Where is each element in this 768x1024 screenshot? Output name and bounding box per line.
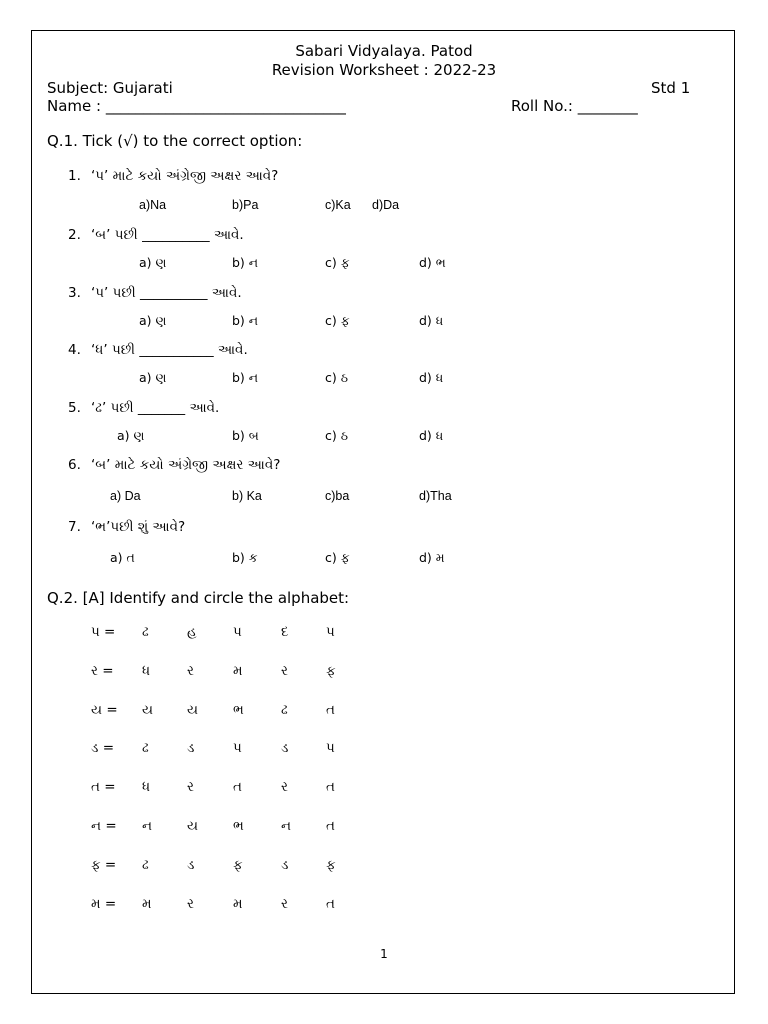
- letter-choice[interactable]: પ: [233, 624, 242, 640]
- letter-choice[interactable]: ન: [142, 818, 153, 834]
- letter-choice[interactable]: ર: [281, 663, 288, 679]
- option-b[interactable]: b)Pa: [232, 198, 259, 212]
- letter-choice[interactable]: ત: [326, 702, 335, 718]
- q1-item-number: 6.: [68, 457, 81, 473]
- letter-choice[interactable]: મ: [142, 896, 152, 912]
- option-d[interactable]: d) મ: [419, 550, 445, 565]
- letter-choice[interactable]: ય: [187, 818, 199, 834]
- target-letter: ર =: [91, 663, 114, 679]
- letter-choice[interactable]: ય: [187, 702, 199, 718]
- letter-choice[interactable]: ફ: [326, 857, 336, 873]
- name-field: Name : ________________________________: [47, 97, 346, 115]
- letter-choice[interactable]: પ: [233, 740, 242, 756]
- option-c[interactable]: c)Ka: [325, 198, 351, 212]
- roll-number-field: Roll No.: ________: [511, 97, 638, 115]
- letter-choice[interactable]: ય: [142, 702, 154, 718]
- letter-choice[interactable]: ર: [281, 779, 288, 795]
- option-c[interactable]: c) ઠ: [325, 428, 348, 443]
- letter-choice[interactable]: ઢ: [142, 624, 149, 640]
- letter-choice[interactable]: મ: [233, 896, 243, 912]
- option-d[interactable]: d) ધ: [419, 370, 444, 385]
- option-b[interactable]: b) ન: [232, 313, 259, 328]
- letter-choice[interactable]: ડ: [281, 740, 289, 756]
- letter-choice[interactable]: ર: [281, 896, 288, 912]
- letter-choice[interactable]: દ: [281, 624, 289, 640]
- option-a[interactable]: a) ણ: [139, 370, 167, 385]
- letter-choice[interactable]: ફ: [233, 857, 243, 873]
- letter-choice[interactable]: પ: [326, 740, 335, 756]
- q1-item-number: 4.: [68, 342, 81, 358]
- target-letter: ફ =: [91, 857, 117, 873]
- option-c[interactable]: c) ફ: [325, 550, 350, 565]
- q1-item-question: ‘ભ’પછી શું આવે?: [91, 519, 186, 535]
- option-c[interactable]: c) ફ: [325, 255, 350, 270]
- q1-item-number: 2.: [68, 227, 81, 243]
- target-letter: ત =: [91, 779, 116, 795]
- option-b[interactable]: b) ક: [232, 550, 258, 565]
- letter-choice[interactable]: ર: [187, 663, 194, 679]
- q1-item-number: 7.: [68, 519, 81, 535]
- option-b[interactable]: b) ન: [232, 370, 259, 385]
- target-letter: ય =: [91, 702, 118, 718]
- letter-choice[interactable]: ત: [326, 779, 335, 795]
- option-b[interactable]: b) બ: [232, 428, 259, 443]
- letter-choice[interactable]: ન: [281, 818, 292, 834]
- letter-choice[interactable]: ત: [326, 896, 335, 912]
- q1-item-question: ‘ઢ’ પછી _______ આવે.: [91, 400, 220, 416]
- option-d[interactable]: d)Tha: [419, 489, 452, 503]
- option-a[interactable]: a) Da: [110, 489, 141, 503]
- target-letter: ન =: [91, 818, 117, 834]
- option-a[interactable]: a) ણ: [139, 313, 167, 328]
- letter-choice[interactable]: ઢ: [142, 740, 149, 756]
- q1-item-question: ‘બ’ પછી __________ આવે.: [91, 227, 244, 243]
- q1-item-question: ‘પ’ પછી __________ આવે.: [91, 285, 242, 301]
- school-name: Sabari Vidyalaya. Patod: [295, 42, 473, 60]
- letter-choice[interactable]: ધ: [142, 663, 151, 679]
- target-letter: મ =: [91, 896, 117, 912]
- q1-title: Q.1. Tick (√) to the correct option:: [47, 132, 303, 150]
- option-d[interactable]: d)Da: [372, 198, 400, 212]
- letter-choice[interactable]: ર: [187, 896, 194, 912]
- letter-choice[interactable]: ધ: [142, 779, 151, 795]
- target-letter: પ =: [91, 624, 116, 640]
- option-c[interactable]: c) ઠ: [325, 370, 348, 385]
- letter-choice[interactable]: ત: [233, 779, 242, 795]
- std-label: Std 1: [651, 79, 691, 97]
- worksheet-title: Revision Worksheet : 2022-23: [271, 61, 497, 79]
- option-c[interactable]: c) ફ: [325, 313, 350, 328]
- page-number: 1: [380, 947, 388, 961]
- option-c[interactable]: c)ba: [325, 489, 350, 503]
- letter-choice[interactable]: મ: [233, 663, 243, 679]
- letter-choice[interactable]: ભ: [233, 818, 244, 834]
- option-b[interactable]: b) ન: [232, 255, 259, 270]
- letter-choice[interactable]: ફ: [326, 663, 336, 679]
- q1-item-number: 3.: [68, 285, 81, 301]
- letter-choice[interactable]: ત: [326, 818, 335, 834]
- option-d[interactable]: d) ધ: [419, 313, 444, 328]
- q1-item-question: ‘પ’ માટે કયો અંગ્રેજી અક્ષર આવે?: [91, 168, 279, 184]
- letter-choice[interactable]: ડ: [281, 857, 289, 873]
- target-letter: ડ =: [91, 740, 115, 756]
- letter-choice[interactable]: ર: [187, 779, 194, 795]
- q2-title: Q.2. [A] Identify and circle the alphabet:: [47, 589, 350, 607]
- option-a[interactable]: a) ણ: [139, 255, 167, 270]
- letter-choice[interactable]: ડ: [187, 857, 195, 873]
- option-b[interactable]: b) Ka: [232, 489, 262, 503]
- option-a[interactable]: a)Na: [139, 198, 167, 212]
- option-a[interactable]: a) ણ: [117, 428, 145, 443]
- letter-choice[interactable]: હ: [187, 624, 197, 640]
- option-d[interactable]: d) ભ: [419, 255, 446, 270]
- q1-item-number: 1.: [68, 168, 81, 184]
- option-a[interactable]: a) ત: [110, 550, 135, 565]
- q1-item-question: ‘બ’ માટે કયો અંગ્રેજી અક્ષર આવે?: [91, 457, 281, 473]
- letter-choice[interactable]: પ: [326, 624, 335, 640]
- option-d[interactable]: d) ધ: [419, 428, 444, 443]
- letter-choice[interactable]: ઢ: [281, 702, 288, 718]
- q1-item-number: 5.: [68, 400, 81, 416]
- letter-choice[interactable]: ડ: [187, 740, 195, 756]
- q1-item-question: ‘ધ’ પછી ___________ આવે.: [91, 342, 248, 358]
- letter-choice[interactable]: ભ: [233, 702, 244, 718]
- letter-choice[interactable]: ઢ: [142, 857, 149, 873]
- subject-label: Subject: Gujarati: [47, 79, 173, 97]
